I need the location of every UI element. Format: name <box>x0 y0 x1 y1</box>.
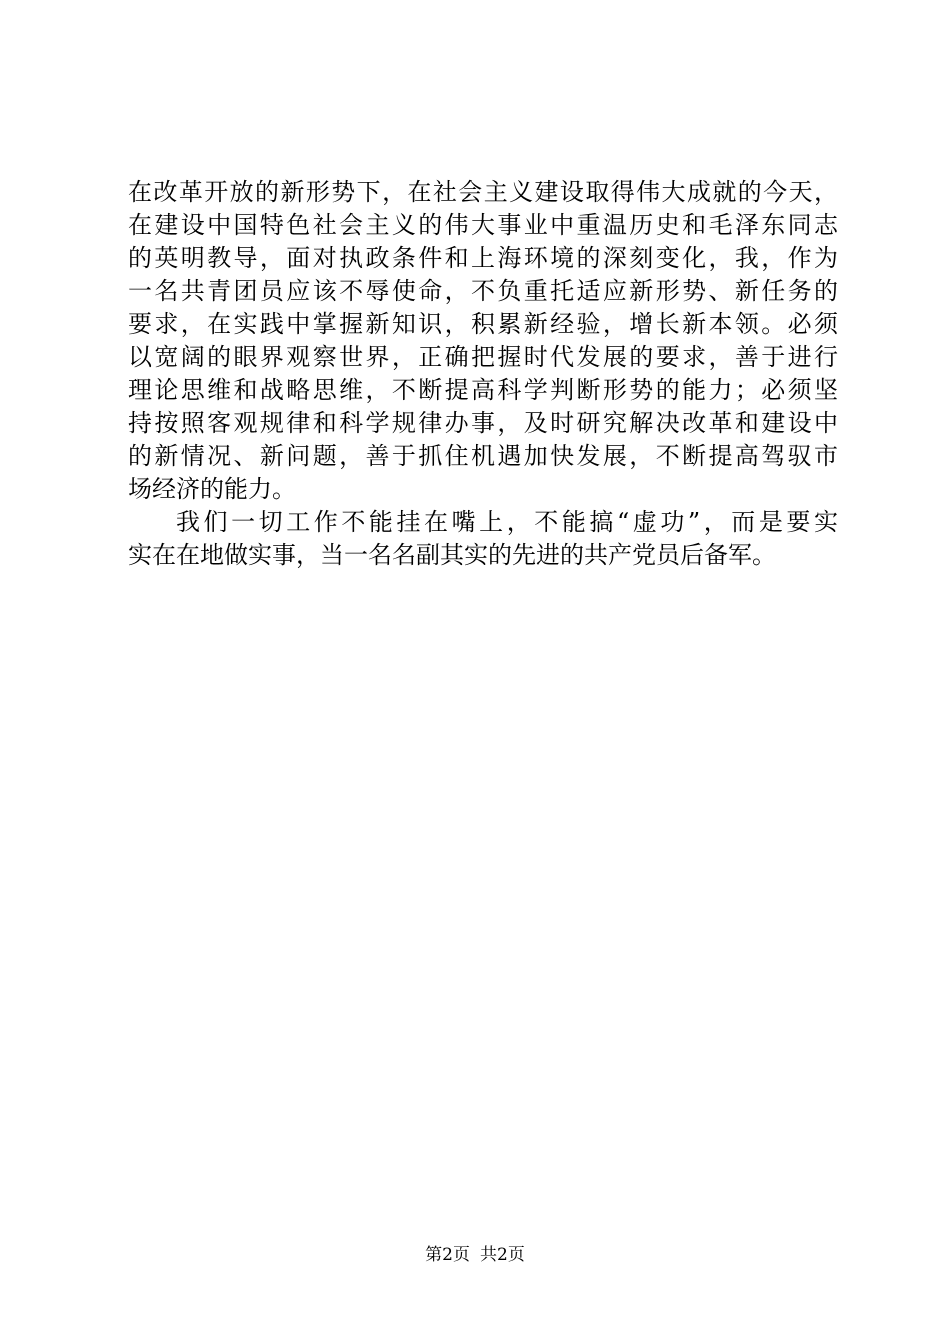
paragraph-line: 要求，在实践中掌握新知识，积累新经验，增长新本领。必须 <box>128 310 838 338</box>
paragraph-1 <box>128 176 838 506</box>
paragraph-line: 理论思维和战略思维，不断提高科学判断形势的能力；必须坚 <box>128 376 838 404</box>
page-footer <box>0 1245 950 1265</box>
paragraph-line: 一名共青团员应该不辱使命，不负重托适应新形势、新任务的 <box>128 277 838 305</box>
paragraph-line: 在建设中国特色社会主义的伟大事业中重温历史和毛泽东同志 <box>128 211 838 239</box>
paragraph-line: 我们一切工作不能挂在嘴上，不能搞“虚功”，而是要实 <box>176 508 838 536</box>
paragraph-2 <box>128 506 838 572</box>
paragraph-line: 在改革开放的新形势下，在社会主义建设取得伟大成就的今天， <box>128 178 838 206</box>
page-number: 第2页 <box>425 1245 470 1265</box>
document-body <box>128 176 838 572</box>
paragraph-line: 持按照客观规律和科学规律办事，及时研究解决改革和建设中 <box>128 409 838 437</box>
page-total: 共2页 <box>480 1245 525 1265</box>
paragraph-line: 以宽阔的眼界观察世界，正确把握时代发展的要求，善于进行 <box>128 343 838 371</box>
paragraph-line: 实在在地做实事，当一名名副其实的先进的共产党员后备军。 <box>128 541 776 569</box>
paragraph-line: 场经济的能力。 <box>128 475 296 503</box>
paragraph-line: 的英明教导，面对执政条件和上海环境的深刻变化，我，作为 <box>128 244 838 272</box>
paragraph-line: 的新情况、新问题，善于抓住机遇加快发展，不断提高驾驭市 <box>128 442 838 470</box>
